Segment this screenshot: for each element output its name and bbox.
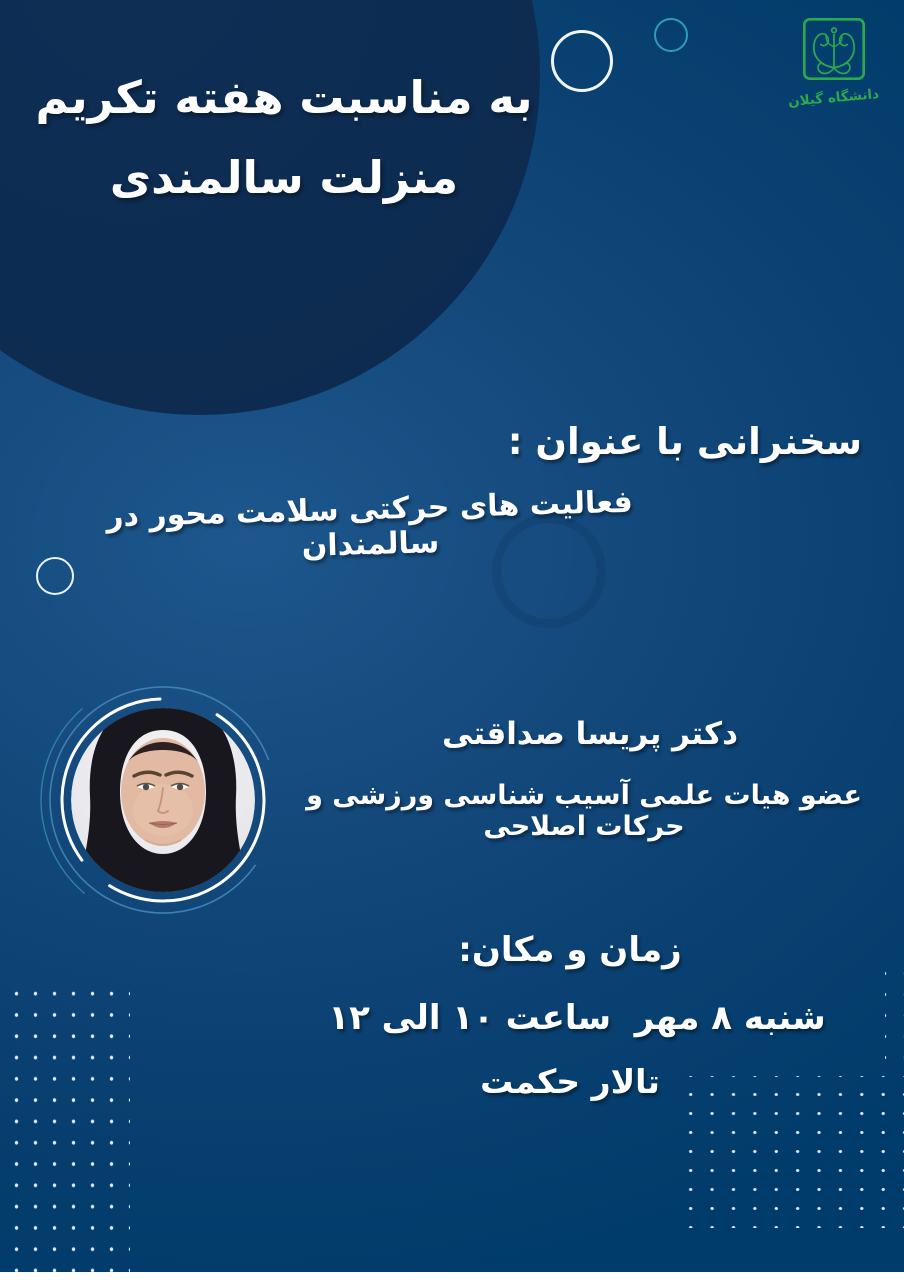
decor-circle-teal-small xyxy=(654,18,688,52)
dots-grid-right-edge xyxy=(885,956,904,1068)
occasion-title-line1: به مناسبت هفته تکریم xyxy=(35,71,533,124)
dots-grid-left xyxy=(3,977,130,1273)
logo-caption: دانشگاه گیلان xyxy=(787,86,881,110)
speaker-name: دکتر پریسا صداقتی xyxy=(441,716,738,752)
speaker-affiliation: عضو هیات علمی آسیب شناسی ورزشی و حرکات اصلاحی xyxy=(306,780,862,842)
venue-datetime: شنبه ۸ مهر ساعت ۱۰ الی ۱۲ xyxy=(328,998,826,1038)
event-occasion-title xyxy=(28,58,540,218)
venue-hall: تالار حکمت xyxy=(480,1062,660,1101)
lecture-topic: فعالیت های حرکتی سلامت محور در سالمندان xyxy=(105,484,634,564)
portrait-image xyxy=(33,670,293,930)
dots-grid-right xyxy=(675,1076,904,1228)
lecture-heading: سخنرانی با عنوان : xyxy=(507,420,862,463)
logo-emblem-icon xyxy=(801,16,867,82)
bottom-bar xyxy=(0,1272,904,1280)
speaker-photo xyxy=(33,670,293,930)
decor-circle-white-large xyxy=(551,30,613,92)
guilan-university-logo xyxy=(784,16,884,110)
venue-heading: زمان و مکان: xyxy=(458,930,682,970)
occasion-title-line2: منزلت سالمندی xyxy=(109,151,459,204)
